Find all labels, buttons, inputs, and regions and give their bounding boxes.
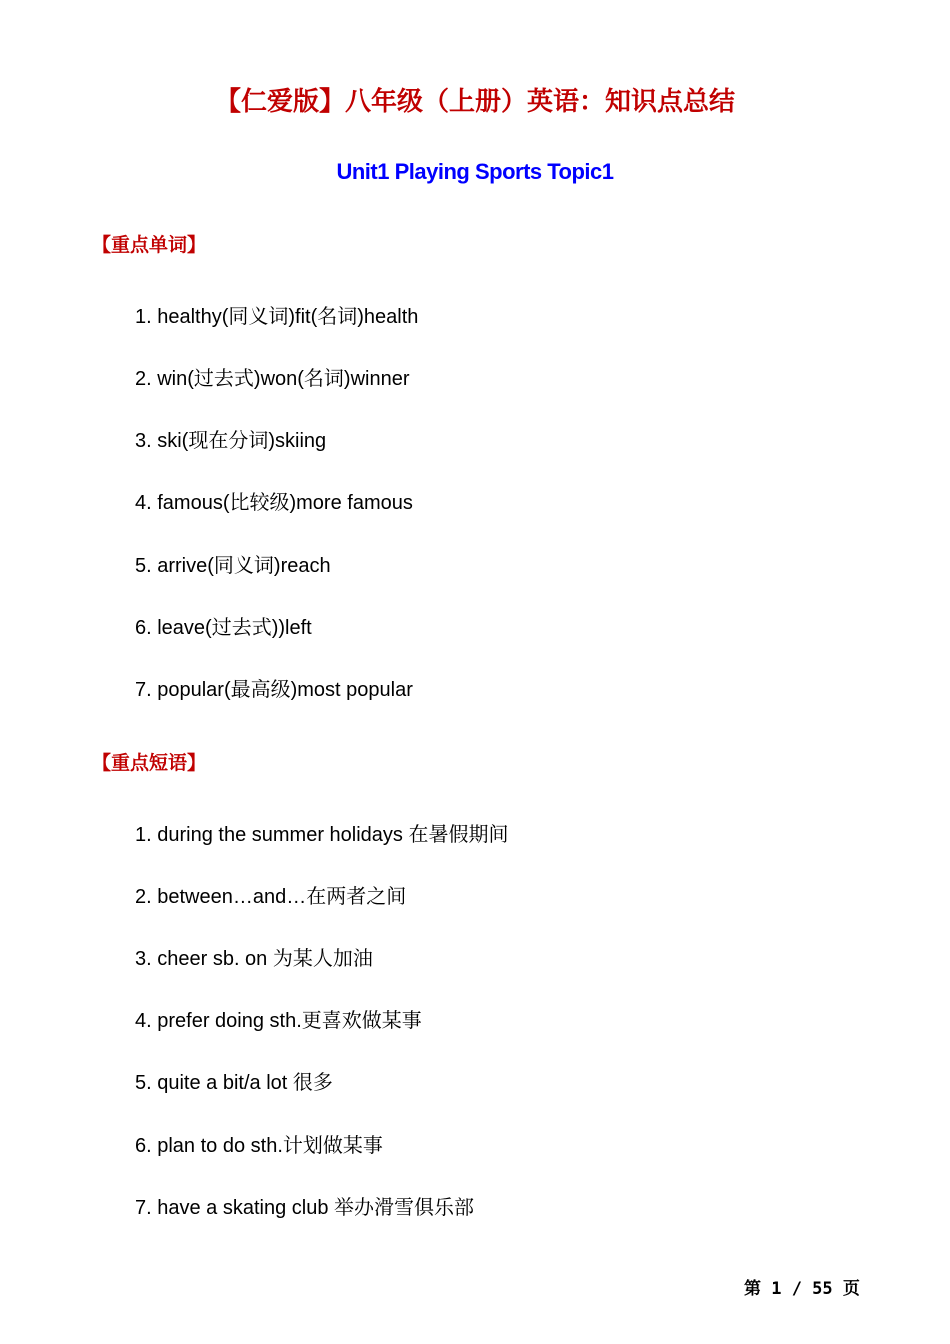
list-item: 1. during the summer holidays 在暑假期间 xyxy=(135,824,509,846)
list-item: 5. quite a bit/a lot 很多 xyxy=(135,1072,333,1094)
list-item: 7. popular(最高级)most popular xyxy=(135,679,413,701)
list-item: 6. plan to do sth.计划做某事 xyxy=(135,1135,383,1157)
unit-title: Unit1 Playing Sports Topic1 xyxy=(336,159,614,184)
list-item: 2. between…and…在两者之间 xyxy=(135,886,407,908)
section-heading-key-words: 【重点单词】 xyxy=(92,234,207,256)
list-item: 4. prefer doing sth.更喜欢做某事 xyxy=(135,1010,422,1032)
page-number: 第 1 / 55 页 xyxy=(744,1279,860,1299)
list-item: 5. arrive(同义词)reach xyxy=(135,555,331,577)
list-item: 3. ski(现在分词)skiing xyxy=(135,430,327,452)
document-title: 【仁爱版】八年级（上册）英语：知识点总结 xyxy=(214,87,735,117)
section-heading-key-phrases: 【重点短语】 xyxy=(92,752,207,774)
list-item: 3. cheer sb. on 为某人加油 xyxy=(135,948,373,970)
list-item: 2. win(过去式)won(名词)winner xyxy=(135,368,410,390)
list-item: 4. famous(比较级)more famous xyxy=(135,492,413,514)
list-item: 1. healthy(同义词)fit(名词)health xyxy=(135,306,419,328)
list-item: 7. have a skating club 举办滑雪俱乐部 xyxy=(135,1197,475,1219)
list-item: 6. leave(过去式))left xyxy=(135,617,312,639)
